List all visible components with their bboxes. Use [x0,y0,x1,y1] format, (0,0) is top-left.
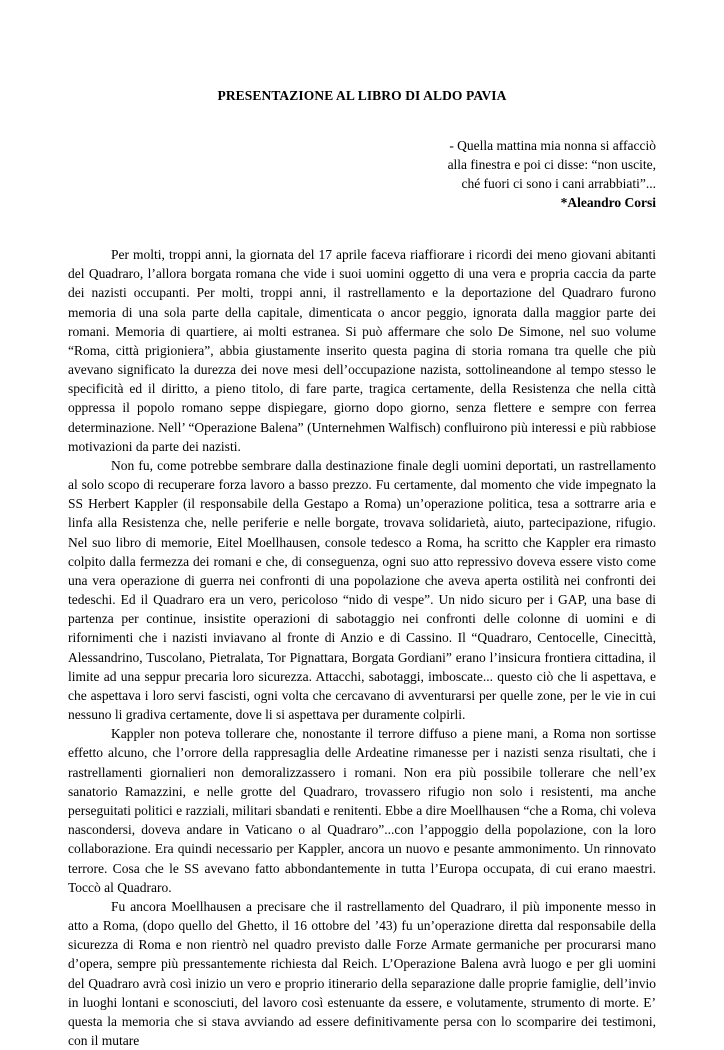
epigraph-line: - Quella mattina mia nonna si affacciò [449,138,656,153]
paragraph: Kappler non poteva tollerare che, nonostante il terrore diffuso a piene mani, a Roma non sortisse effetto alcuno, che l’orrore della rappresaglia delle Ardeatine rimanesse per i nazisti senza risultati, che i rastrellamenti giornalieri non demoralizzassero i romani. Non era più possibile tollerare che nell’ex sanatorio Ramazzini, e nelle grotte del Quadraro, trovassero rifugio non solo i resistenti, ma anche perseguitati politici e razziali, militari sbandati e renitenti. Ebbe a dire Moellhausen “che a Roma, chi voleva nascondersi, doveva andare in Vaticano o al Quadraro”...con l’appoggio della popolazione, con la loro collaborazione. Era quindi necessario per Kappler, ancora un nuovo e pesante ammonimento. Un rinnovato terrore. Cosa che le SS avevano fatto abbondantemente in tutta l’Europa occupata, di cui erano maestri. Toccò al Quadraro. [68,726,656,895]
epigraph-line: alla finestra e poi ci disse: “non uscite, [447,157,656,172]
epigraph-line: ché fuori ci sono i cani arrabbiati”... [461,176,656,191]
paragraph: Fu ancora Moellhausen a precisare che il rastrellamento del Quadraro, il più imponente messo in atto a Roma, (dopo quello del Ghetto, il 16 ottobre del ’43) fu un’operazione diretta dal responsabile della sicurezza di Roma e non rientrò nel quadro previsto dalle Forze Armate germaniche per procurarsi mano d’opera, sempre più pressantemente richiesta dal Reich. L’Operazione Balena avrà luogo e per gli uomini del Quadraro avrà così inizio un vero e proprio itinerario della separazione dalle proprie famiglie, dell’invio in luoghi lontani e sconosciuti, del lavoro così estenuante da essere, e volutamente, strumento di morte. E’ questa la memoria che si stava avviando ad essere definitivamente persa con lo scomparire dei testimoni, con il mutare [68,898,656,1049]
document-title: PRESENTAZIONE AL LIBRO DI ALDO PAVIA [217,88,507,103]
paragraph: Non fu, come potrebbe sembrare dalla destinazione finale degli uomini deportati, un rastrellamento al solo scopo di recuperare forza lavoro a basso prezzo. Fu certamente, dal momento che vide impegnato la SS Herbert Kappler (il responsabile della Gestapo a Roma) un’operazione politica, tesa a sottrarre aria e linfa alla Resistenza che, nelle periferie e nelle borgate, trovava solidarietà, aiuto, partecipazione, rifugio. Nel suo libro di memorie, Eitel Moellhausen, console tedesco a Roma, ha scritto che Kappler era rimasto colpito dalla fermezza dei romani e che, di conseguenza, ogni suo atto repressivo doveva essere visto come una vera operazione di guerra nei confronti di una popolazione che aveva aperta ostilità nei confronti dei tedeschi. Ed il Quadraro era un vero, pericoloso “nido di vespe”. Un nido sicuro per i GAP, una base di partenza per continue, insistite operazioni di sabotaggio nei confronti delle colonne di uomini e di rifornimenti che i nazisti inviavano al fronte di Anzio e di Cassino. Il “Quadraro, Centocelle, Cinecittà, Alessandrino, Tuscolano, Pietralata, Tor Pignattara, Borgata Gordiani” erano l’insicura frontiera cittadina, il limite ad una seppur precaria loro sicurezza. Attacchi, sabotaggi, imboscate... questo ciò che li aspettava, e che aspettava i loro servi fascisti, ogni volta che cercavano di avventurarsi per quelle zone, per le vie in cui nessuno li gradiva certamente, dove li si aspettava per duramente colpirli. [68,457,656,723]
body-text [68,245,656,1050]
epigraph-author: *Aleandro Corsi [560,195,656,210]
epigraph [356,136,656,212]
paragraph: Per molti, troppi anni, la giornata del 17 aprile faceva riaffiorare i ricordi dei meno giovani abitanti del Quadraro, l’allora borgata romana che vide i suoi uomini oggetto di una vera e propria caccia da parte dei nazisti occupanti. Per molti, troppi anni, il rastrellamento e la deportazione del Quadraro furono memoria di una sola parte della capitale, dimenticata o ancor peggio, ignorata dalla maggior parte dei romani. Memoria di quartiere, ai molti estranea. Si può affermare che solo De Simone, nel suo volume “Roma, città prigioniera”, abbia giustamente inserito questa pagina di storia romana tra quelle che più avevano significato la durezza dei nove mesi dell’occupazione nazista, sottolineandone al tempo stesso le specificità ed il diritto, a pieno titolo, di fare parte, tragica certamente, della Resistenza che nella città oppressa il popolo romano seppe dispiegare, giorno dopo giorno, senza flettere e sempre con ferrea determinazione. Nell’ “Operazione Balena” (Unternehmen Walfisch) confluirono più interessi e più rabbiose motivazioni da parte dei nazisti. [68,247,656,454]
